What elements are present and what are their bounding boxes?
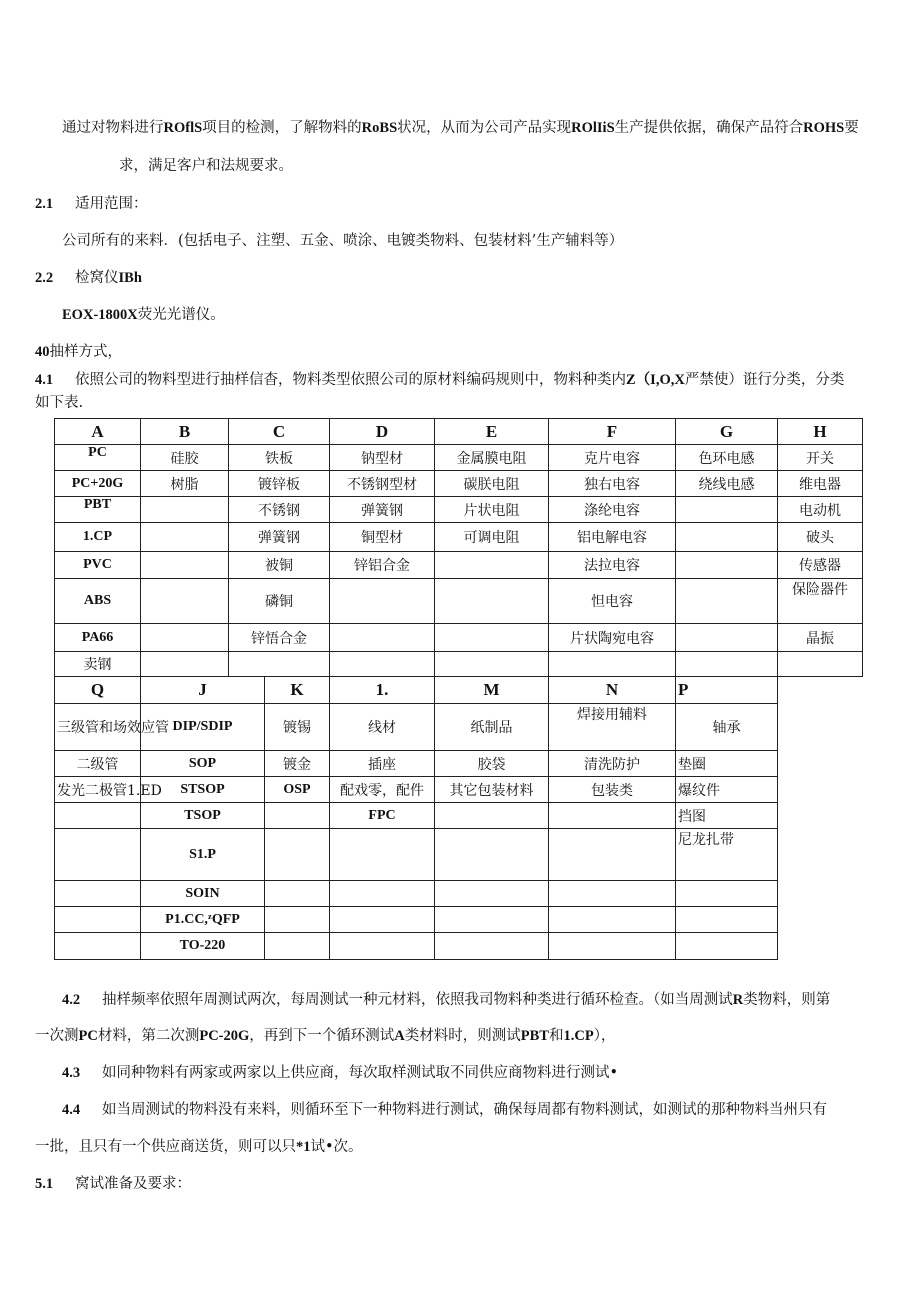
table-cell (141, 552, 229, 579)
table-cell (330, 579, 435, 624)
table-cell: J (141, 677, 265, 704)
table-cell: G (676, 419, 778, 445)
table-cell: 三级管和场效应管 (55, 704, 141, 751)
section-4-4-line-2 (35, 1137, 363, 1157)
table-cell: 二级管 (55, 751, 141, 777)
section-text: 类物料，则第 (743, 992, 831, 1008)
table-cell: DIP/SDIP (141, 704, 265, 751)
section-text: 如同种物料有两家或两家以上供应商，每次取样测试取不同供应商物料进行测试• (102, 1065, 619, 1081)
table-cell: 片状陶宛电容 (549, 624, 676, 652)
section-text: 严禁使）诳行分类，分类 (684, 372, 845, 388)
table-cell: 线材 (330, 704, 435, 751)
table-cell (330, 652, 435, 677)
table-cell: 被铜 (229, 552, 330, 579)
table-cell: 插座 (330, 751, 435, 777)
table-cell: 镀金 (265, 751, 330, 777)
intro-text: 通过对物料进行 (62, 120, 164, 136)
table-cell: 其它包装材料 (435, 777, 549, 803)
table-cell: 钠型材 (330, 445, 435, 471)
intro-text: 状况，从而为公司产品实现 (397, 120, 572, 136)
table-cell (435, 579, 549, 624)
table-cell: SOP (141, 751, 265, 777)
table-cell (55, 881, 141, 907)
table-cell: E (435, 419, 549, 445)
table-cell: 色环电感 (676, 445, 778, 471)
table-cell (778, 652, 863, 677)
table-cell: TO-220 (141, 933, 265, 960)
table-cell: PVC (55, 552, 141, 579)
table-cell: 发光二极管1.ED (55, 777, 141, 803)
instrument-model: EOX-1800X (62, 307, 138, 323)
table-cell: 法拉电容 (549, 552, 676, 579)
table-cell: SOIN (141, 881, 265, 907)
table-cell (435, 881, 549, 907)
section-text-bold: 1.CP (563, 1028, 594, 1044)
section-title: 窝试准备及要求： (75, 1176, 191, 1192)
table-cell: 片状电阻 (435, 497, 549, 523)
section-text: 一次测 (35, 1028, 79, 1044)
section-text: 如当周测试的物料没有来料，则循环至下一种物料进行测试，确保每周都有物料测试，如测试的那种物料当州只有 (102, 1102, 827, 1118)
intro-line-2: 求，满足客户和法规要求。 (119, 158, 293, 174)
table-cell (676, 933, 778, 960)
table-cell (549, 907, 676, 933)
intro-text: 要 (844, 120, 859, 136)
section-number: 40 (35, 344, 50, 360)
section-text-bold: *1 (296, 1139, 311, 1155)
table-row (55, 829, 863, 881)
table-cell: 碳朕电阻 (435, 471, 549, 497)
table-cell (435, 907, 549, 933)
section-text-bold: A (394, 1028, 405, 1044)
table-cell: B (141, 419, 229, 445)
table-cell: 垫圈 (676, 751, 778, 777)
table-cell: PC+20G (55, 471, 141, 497)
section-text: 一批，且只有一个供应商送货，则可以只 (35, 1139, 296, 1155)
table-cell (435, 652, 549, 677)
table-cell: 金属膜电阻 (435, 445, 549, 471)
table-cell: ABS (55, 579, 141, 624)
table-cell (265, 907, 330, 933)
table-row (55, 933, 863, 960)
table-cell (549, 881, 676, 907)
table-cell: N (549, 677, 676, 704)
table-cell (265, 933, 330, 960)
section-text-bold: R (732, 992, 744, 1008)
table-cell: 锌铝合金 (330, 552, 435, 579)
table-cell: 1. (330, 677, 435, 704)
table-row (55, 777, 863, 803)
section-text-bold: PC (78, 1028, 98, 1044)
section-4-1-line-1 (35, 370, 844, 390)
section-number: 4.1 (35, 372, 54, 388)
section-number: 4.2 (62, 992, 81, 1008)
table-cell: S1.P (141, 829, 265, 881)
section-text: 试•次。 (310, 1139, 363, 1155)
table-cell: 配戏零，配件 (330, 777, 435, 803)
table-cell: 克片电容 (549, 445, 676, 471)
intro-rohs-2: RoBS (361, 120, 398, 136)
table-cell: 卖钢 (55, 652, 141, 677)
section-5-1-heading (35, 1174, 191, 1194)
table-cell: 独右电容 (549, 471, 676, 497)
table-row (55, 652, 863, 677)
section-4-4-line-1 (62, 1100, 827, 1120)
table-cell: 维电器 (778, 471, 863, 497)
section-4-3 (62, 1063, 618, 1083)
section-text-bold: PC-20G (199, 1028, 250, 1044)
table-row (55, 704, 863, 751)
table-cell (141, 497, 229, 523)
table-cell: OSP (265, 777, 330, 803)
table-cell: TSOP (141, 803, 265, 829)
table-row (55, 677, 863, 704)
intro-line-1 (62, 118, 859, 138)
table-cell: STSOP (141, 777, 265, 803)
table-cell: 可调电阻 (435, 523, 549, 552)
section-4-2-line-1 (62, 990, 830, 1010)
section-text-bold: PBT (520, 1028, 549, 1044)
section-number: 2.2 (35, 270, 54, 286)
table-row (55, 552, 863, 579)
table-cell: 不锈钢 (229, 497, 330, 523)
table-cell: 怛电容 (549, 579, 676, 624)
intro-rohs-3: ROlIiS (571, 120, 615, 136)
table-cell: 锌悟合金 (229, 624, 330, 652)
table-cell (141, 579, 229, 624)
table-row (55, 419, 863, 445)
table-cell (330, 907, 435, 933)
table-cell: 晶振 (778, 624, 863, 652)
section-text: 材料，第二次测 (97, 1028, 200, 1044)
section-text: ）， (593, 1028, 616, 1044)
table-cell (676, 907, 778, 933)
table-cell: M (435, 677, 549, 704)
table-row (55, 751, 863, 777)
table-cell (330, 881, 435, 907)
section-text: 类材料时，则测试 (404, 1028, 521, 1044)
section-2-2-heading (35, 268, 142, 288)
section-text: 依照公司的物料型进行抽样信杳，物料类型依照公司的原材料编码规则中，物料种类内 (75, 372, 626, 388)
intro-rohs-1: ROflS (163, 120, 203, 136)
table-cell: 不锈钢型材 (330, 471, 435, 497)
intro-text: 生产提供依据，确保产品符合 (614, 120, 804, 136)
table-cell (330, 624, 435, 652)
section-text: 和 (548, 1028, 564, 1044)
table-cell: 电动机 (778, 497, 863, 523)
table-cell: 铁板 (229, 445, 330, 471)
table-cell: H (778, 419, 863, 445)
section-2-1-heading (35, 194, 148, 214)
section-number: 2.1 (35, 196, 54, 212)
section-text-bold: Z（I,O,X (626, 372, 685, 388)
section-4-2-line-2 (35, 1026, 615, 1046)
table-cell (229, 652, 330, 677)
table-cell: 铜型材 (330, 523, 435, 552)
table-cell: 爆纹件 (676, 777, 778, 803)
table-row (55, 523, 863, 552)
table-cell (676, 579, 778, 624)
table-cell: 尼龙扎带 (676, 829, 778, 881)
table-cell: 1.CP (55, 523, 141, 552)
table-cell: 镀锡 (265, 704, 330, 751)
table-cell: A (55, 419, 141, 445)
table-cell (55, 907, 141, 933)
table-cell: 硅胶 (141, 445, 229, 471)
table-cell (676, 881, 778, 907)
table-cell (676, 552, 778, 579)
table-cell (55, 933, 141, 960)
table-cell: 保险器件 (778, 579, 863, 624)
table-cell (549, 829, 676, 881)
table-cell (676, 523, 778, 552)
table-cell: FPC (330, 803, 435, 829)
table-cell (55, 803, 141, 829)
table-cell (265, 829, 330, 881)
table-row (55, 471, 863, 497)
instrument-name: 荧光光谱仪。 (137, 307, 225, 323)
table-cell (676, 497, 778, 523)
table-cell: P (676, 677, 778, 704)
section-2-2-body (62, 305, 225, 325)
table-cell: 传感器 (778, 552, 863, 579)
table-row (55, 497, 863, 523)
table-cell: 磷铜 (229, 579, 330, 624)
table-row (55, 881, 863, 907)
material-category-table (54, 418, 863, 960)
table-cell (141, 523, 229, 552)
table-cell (549, 803, 676, 829)
table-cell (55, 829, 141, 881)
table-row (55, 445, 863, 471)
table-row (55, 579, 863, 624)
table-cell: K (265, 677, 330, 704)
section-title: 适用范围： (75, 196, 148, 212)
table-cell (549, 933, 676, 960)
table-cell: 胶袋 (435, 751, 549, 777)
table-cell: D (330, 419, 435, 445)
table-cell: Q (55, 677, 141, 704)
table-cell: 纸制品 (435, 704, 549, 751)
section-title: 检窝仪 (75, 270, 119, 286)
table-cell: PA66 (55, 624, 141, 652)
table-cell (265, 803, 330, 829)
table-cell: 破头 (778, 523, 863, 552)
table-cell: 挡图 (676, 803, 778, 829)
table-cell (549, 652, 676, 677)
table-cell: F (549, 419, 676, 445)
table-cell (676, 624, 778, 652)
section-number: 5.1 (35, 1176, 54, 1192)
table-cell (435, 933, 549, 960)
section-number: 4.4 (62, 1102, 81, 1118)
section-number: 4.3 (62, 1065, 81, 1081)
table-cell: 包装类 (549, 777, 676, 803)
table-cell: 弹簧钢 (330, 497, 435, 523)
table-cell: 铝电解电容 (549, 523, 676, 552)
table-cell: C (229, 419, 330, 445)
table-cell (141, 624, 229, 652)
table-cell (435, 829, 549, 881)
table-cell: 绕线电感 (676, 471, 778, 497)
table-cell: 清洗防护 (549, 751, 676, 777)
table-cell: 焊接用辅料 (549, 704, 676, 751)
intro-text: 项目的检测，了解物料的 (202, 120, 362, 136)
section-4-1-line-2: 如下表. (35, 395, 84, 411)
table-cell: 弹簧钢 (229, 523, 330, 552)
section-text: ，再到下一个循环测试 (249, 1028, 395, 1044)
table-cell: PBT (55, 497, 141, 523)
section-2-1-body: 公司所有的来料．(包括电子、注塑、五金、喷涂、电镀类物料、包装材料’生产辅料等） (62, 233, 624, 249)
table-cell: 树脂 (141, 471, 229, 497)
table-cell (330, 829, 435, 881)
section-title: 抽样方式， (49, 344, 122, 360)
table-cell: 开关 (778, 445, 863, 471)
table-cell (265, 881, 330, 907)
table-cell (141, 652, 229, 677)
table-cell (330, 933, 435, 960)
table-cell: 涤纶电容 (549, 497, 676, 523)
section-title-latin: IBh (118, 270, 142, 286)
table-cell (676, 652, 778, 677)
section-40-heading (35, 342, 122, 362)
table-row (55, 907, 863, 933)
table-cell (435, 803, 549, 829)
table-cell: 镀锌板 (229, 471, 330, 497)
table-row (55, 803, 863, 829)
table-row (55, 624, 863, 652)
table-cell: P1.CC,ᶻQFP (141, 907, 265, 933)
table-cell (435, 552, 549, 579)
table-cell: PC (55, 445, 141, 471)
table-cell (435, 624, 549, 652)
intro-rohs-4: ROHS (803, 120, 845, 136)
section-text: 抽样频率依照年周测试两次，每周测试一种元材料，依照我司物料种类进行循环检查。（如当周测试 (102, 992, 733, 1008)
table-cell: 轴承 (676, 704, 778, 751)
